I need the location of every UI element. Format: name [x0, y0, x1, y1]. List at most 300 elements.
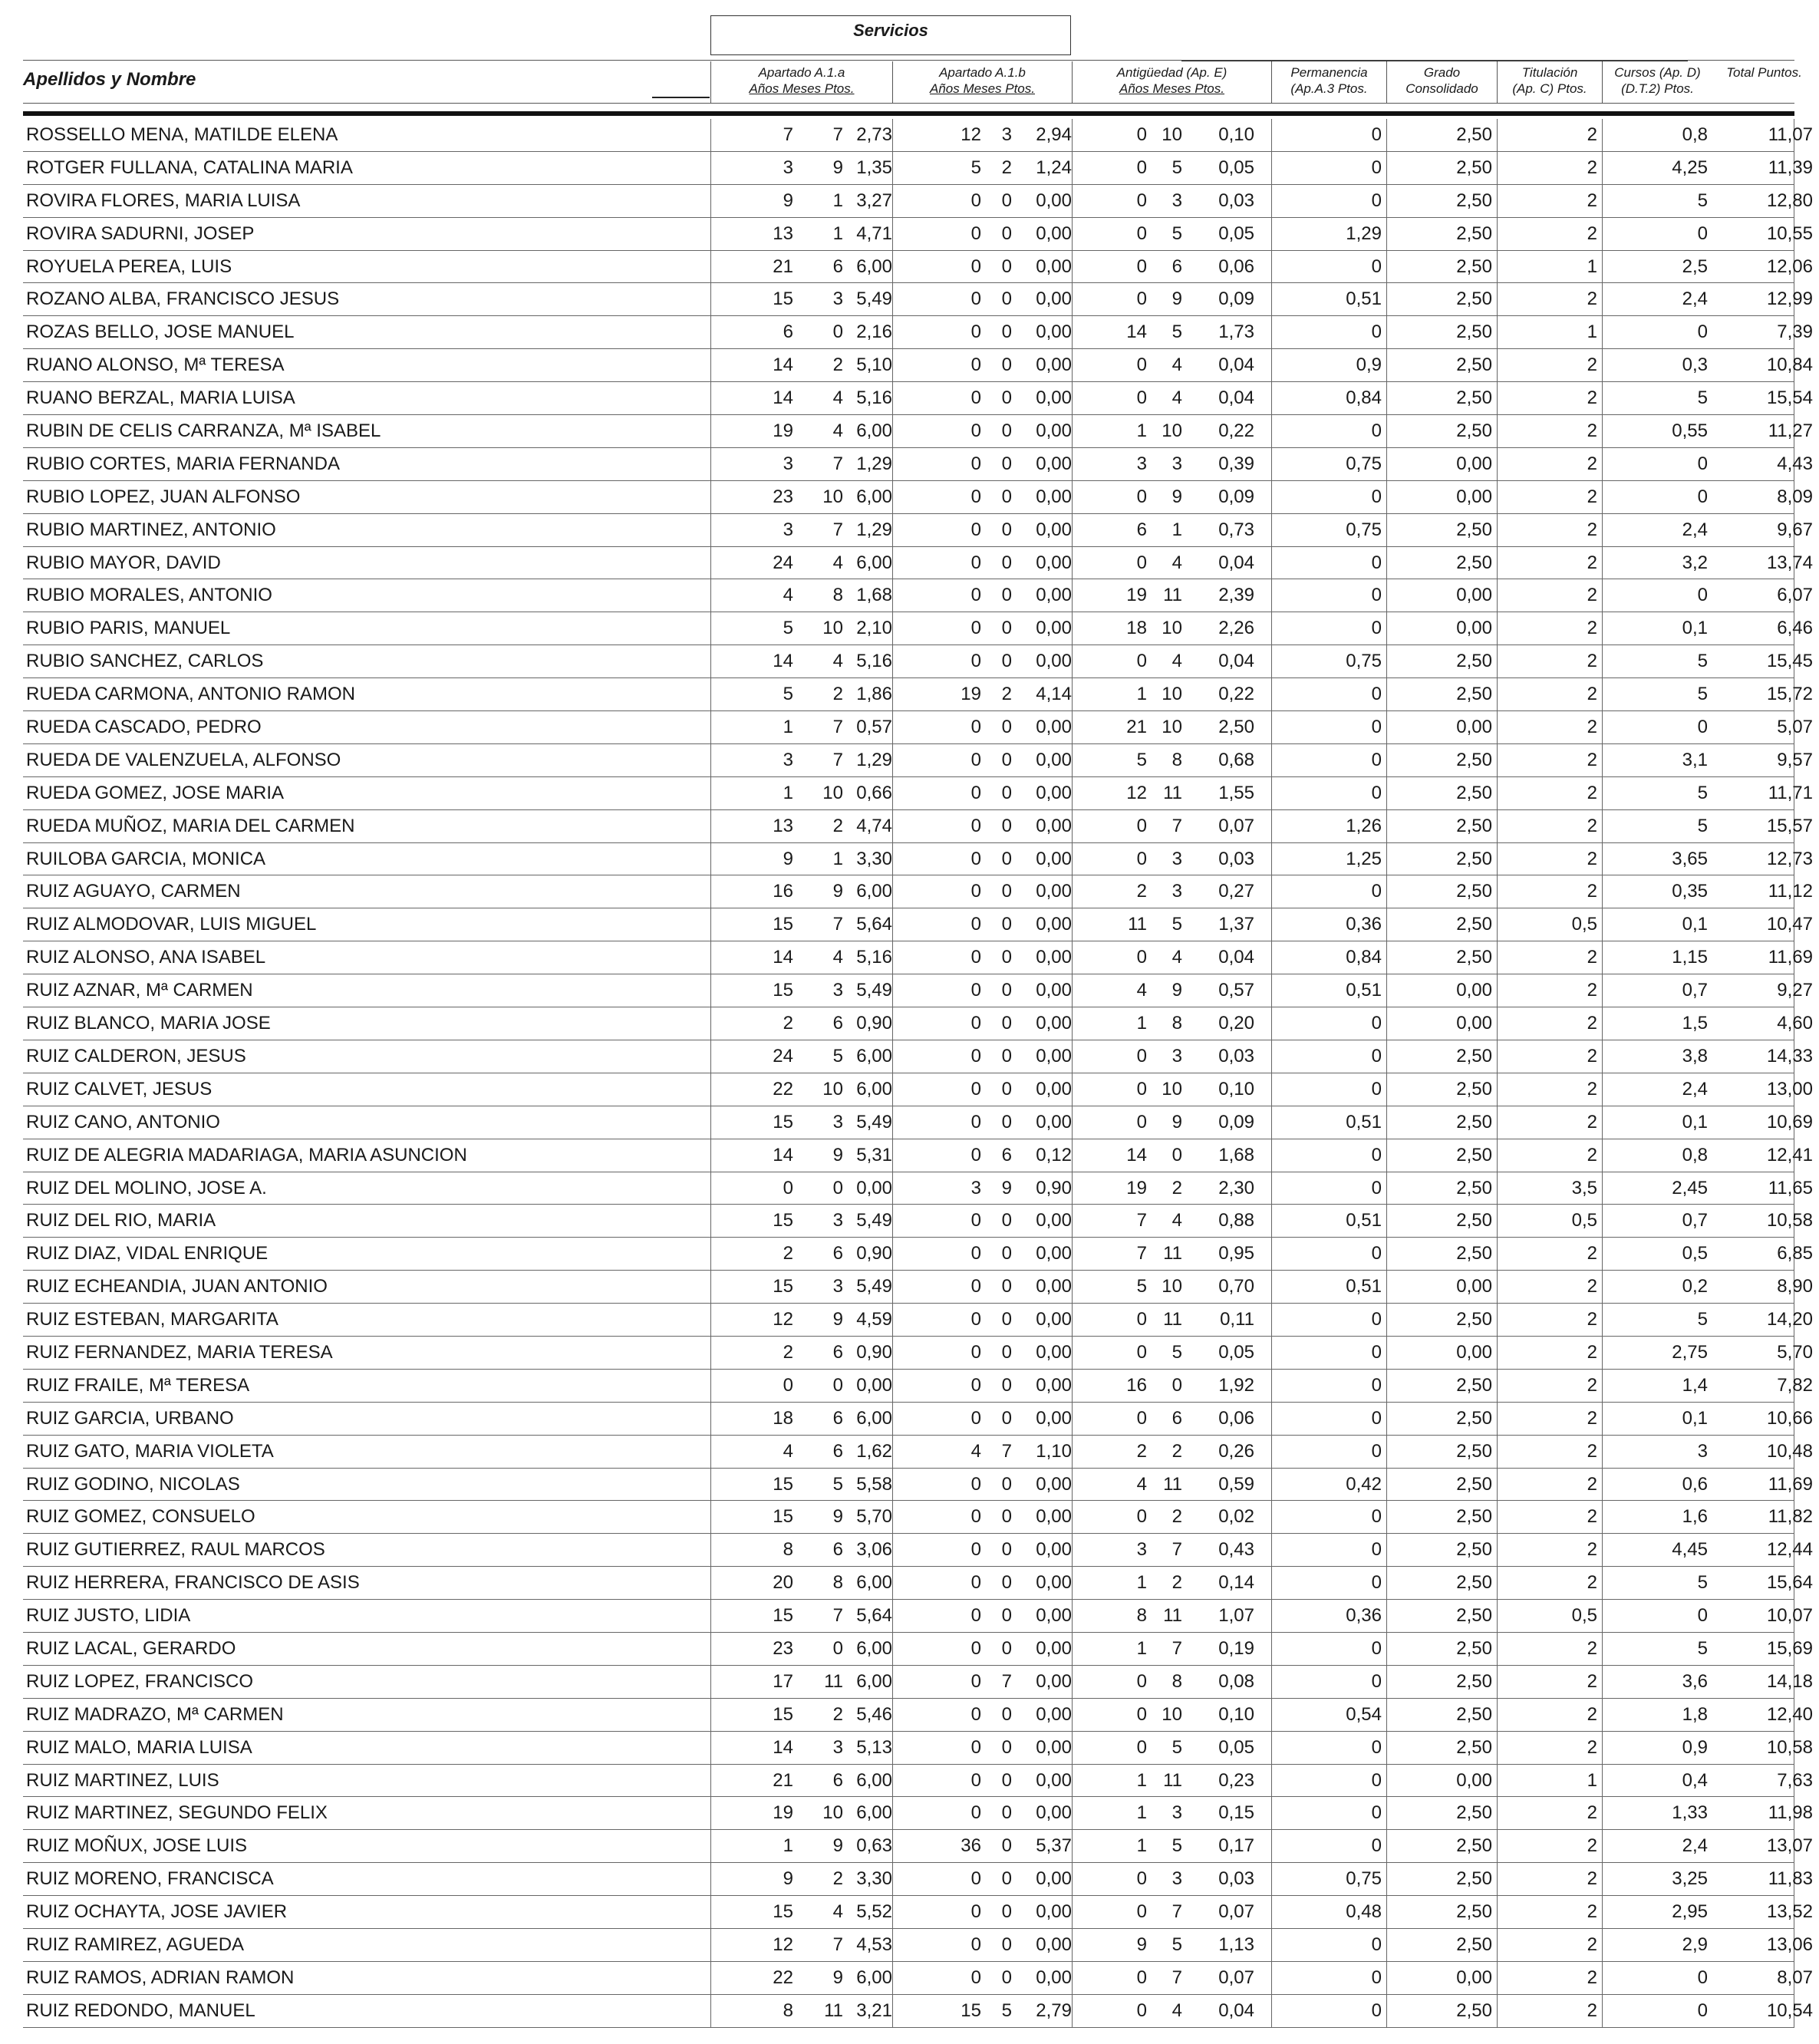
column-divider [1271, 152, 1272, 184]
cell-a1a-ptos: 0,00 [856, 1177, 892, 1198]
column-divider [1072, 119, 1073, 151]
column-divider [710, 1469, 711, 1501]
column-divider [1497, 1962, 1498, 1994]
cell-a1a-meses: 3 [832, 1736, 843, 1758]
cell-a1b-ptos: 1,24 [1036, 157, 1072, 178]
column-divider [1386, 1007, 1387, 1040]
cell-a1b-ptos: 0,00 [1036, 519, 1072, 540]
cell-a1b-ptos: 0,00 [1036, 1572, 1072, 1594]
cell-a1a-meses: 9 [832, 157, 843, 178]
table-row [23, 875, 1813, 908]
cell-ant-meses: 3 [1171, 848, 1182, 869]
cell-cursos: 0,4 [1682, 1769, 1708, 1791]
table-row [23, 448, 1813, 481]
cell-a1b-ptos: 0,00 [1036, 717, 1072, 738]
cell-a1b-ptos: 0,00 [1036, 552, 1072, 573]
col-ant-title: Antigüedad (Ap. E) [1116, 65, 1227, 80]
column-divider [1386, 711, 1387, 743]
cell-a1b-meses: 0 [1001, 881, 1012, 902]
cell-ant-ptos: 0,09 [1218, 486, 1254, 507]
cell-a1b-meses: 0 [1001, 1276, 1012, 1297]
cell-ant-anos: 1 [1136, 1013, 1147, 1034]
cell-total: 11,07 [1768, 124, 1813, 145]
row-name: RUBIO MORALES, ANTONIO [26, 585, 272, 606]
cell-ant-meses: 3 [1171, 881, 1182, 902]
cell-grado: 2,50 [1456, 1999, 1492, 2021]
cell-a1a-meses: 5 [832, 1045, 843, 1067]
col-cursos-sub: (D.T.2) Ptos. [1621, 81, 1694, 96]
cell-a1b-meses: 0 [1001, 354, 1012, 376]
column-divider [1271, 711, 1272, 743]
cell-cursos: 0,7 [1682, 980, 1708, 1001]
column-divider [1386, 1501, 1387, 1533]
cell-a1b-ptos: 0,00 [1036, 1210, 1072, 1231]
column-divider [1072, 1633, 1073, 1665]
cell-permanencia: 0 [1371, 157, 1382, 178]
cell-ant-ptos: 1,13 [1218, 1934, 1254, 1955]
cell-a1b-anos: 36 [961, 1835, 981, 1857]
cell-ant-meses: 8 [1171, 1670, 1182, 1692]
table-row [23, 349, 1813, 382]
cell-a1b-meses: 0 [1001, 651, 1012, 672]
cell-permanencia: 0,75 [1346, 519, 1382, 540]
cell-cursos: 5 [1697, 782, 1708, 803]
cell-ant-anos: 14 [1126, 1144, 1147, 1165]
cell-permanencia: 0 [1371, 1144, 1382, 1165]
column-divider [1497, 1337, 1498, 1369]
row-name: RUIZ AZNAR, Mª CARMEN [26, 980, 253, 1001]
cell-ant-meses: 10 [1162, 1078, 1182, 1099]
cell-total: 11,98 [1768, 1802, 1813, 1824]
cell-a1b-anos: 0 [970, 288, 981, 310]
column-divider [1072, 218, 1073, 250]
cell-ant-meses: 3 [1171, 1802, 1182, 1824]
cell-titulacion: 2 [1587, 749, 1597, 770]
cell-a1a-meses: 4 [832, 420, 843, 442]
cell-grado: 2,50 [1456, 256, 1492, 277]
cell-cursos: 0,1 [1682, 1407, 1708, 1429]
cell-a1a-ptos: 6,00 [856, 1078, 892, 1099]
column-divider [710, 185, 711, 217]
cell-grado: 2,50 [1456, 1078, 1492, 1099]
cell-a1b-anos: 0 [970, 585, 981, 606]
cell-total: 4,60 [1777, 1013, 1813, 1034]
column-divider [892, 1436, 893, 1468]
column-divider [1497, 1040, 1498, 1073]
cell-a1b-ptos: 5,37 [1036, 1835, 1072, 1857]
column-divider [1386, 1633, 1387, 1665]
cell-cursos: 1,5 [1682, 1013, 1708, 1034]
cell-a1a-ptos: 5,49 [856, 288, 892, 310]
column-divider [1072, 1765, 1073, 1797]
column-divider [1072, 1436, 1073, 1468]
table-row [23, 1501, 1813, 1534]
cell-a1a-anos: 15 [773, 1605, 793, 1627]
cell-a1a-anos: 9 [783, 190, 793, 211]
column-divider [1497, 908, 1498, 941]
row-name: RUBIO MARTINEZ, ANTONIO [26, 519, 276, 540]
column-divider [1072, 1403, 1073, 1435]
cell-total: 11,27 [1768, 420, 1813, 442]
cell-titulacion: 2 [1587, 288, 1597, 310]
column-divider [1072, 1534, 1073, 1566]
cell-a1a-anos: 8 [783, 1999, 793, 2021]
column-divider [1602, 251, 1603, 283]
cell-ant-anos: 0 [1136, 947, 1147, 968]
cell-a1b-ptos: 0,00 [1036, 1243, 1072, 1264]
col-grado-title: Grado [1423, 65, 1461, 80]
cell-a1a-meses: 3 [832, 980, 843, 1001]
column-divider [1386, 1469, 1387, 1501]
cell-a1b-anos: 0 [970, 1144, 981, 1165]
cell-total: 10,69 [1766, 1111, 1813, 1132]
column-divider [892, 1073, 893, 1106]
cell-a1a-anos: 24 [773, 1045, 793, 1067]
column-divider [892, 1469, 893, 1501]
column-divider [1271, 1040, 1272, 1073]
cell-titulacion: 2 [1587, 1901, 1597, 1923]
cell-total: 9,67 [1777, 519, 1813, 540]
column-divider [892, 1304, 893, 1336]
cell-a1a-anos: 5 [783, 618, 793, 639]
cell-grado: 2,50 [1456, 124, 1492, 145]
cell-total: 15,57 [1766, 815, 1813, 836]
cell-ant-anos: 1 [1136, 684, 1147, 705]
cell-a1a-anos: 17 [773, 1670, 793, 1692]
column-divider [1497, 1534, 1498, 1566]
cell-a1b-meses: 0 [1001, 552, 1012, 573]
cell-cursos: 5 [1697, 1572, 1708, 1594]
cell-cursos: 0 [1697, 1967, 1708, 1988]
cell-a1a-meses: 3 [832, 1276, 843, 1297]
cell-a1b-meses: 0 [1001, 288, 1012, 310]
table-row [23, 152, 1813, 185]
column-divider [1271, 1732, 1272, 1764]
cell-a1a-anos: 3 [783, 157, 793, 178]
column-divider [1497, 316, 1498, 348]
cell-a1a-meses: 0 [832, 1374, 843, 1396]
cell-cursos: 5 [1697, 190, 1708, 211]
column-divider [892, 645, 893, 677]
cell-ant-anos: 0 [1136, 815, 1147, 836]
column-divider [1072, 908, 1073, 941]
col-titul-title: Titulación [1521, 65, 1578, 80]
cell-grado: 2,50 [1456, 815, 1492, 836]
column-divider [1072, 1732, 1073, 1764]
cell-grado: 0,00 [1456, 1276, 1492, 1297]
column-divider [1602, 481, 1603, 513]
column-divider [1602, 1238, 1603, 1270]
cell-a1b-ptos: 0,00 [1036, 1967, 1072, 1988]
cell-a1a-ptos: 4,59 [856, 1309, 892, 1330]
cell-a1b-ptos: 0,00 [1036, 1407, 1072, 1429]
cell-a1a-anos: 1 [783, 782, 793, 803]
cell-ant-anos: 0 [1136, 124, 1147, 145]
row-name: RUIZ GUTIERREZ, RAUL MARCOS [26, 1539, 325, 1561]
column-divider [1602, 1172, 1603, 1205]
column-divider [1497, 1172, 1498, 1205]
column-divider [1271, 1896, 1272, 1928]
row-name: RUIZ ALONSO, ANA ISABEL [26, 947, 266, 968]
cell-ant-ptos: 0,03 [1218, 1868, 1254, 1890]
cell-total: 15,54 [1766, 387, 1813, 409]
column-divider [1072, 1139, 1073, 1172]
table-row [23, 1403, 1813, 1436]
cell-a1b-meses: 0 [1001, 1210, 1012, 1231]
cell-a1b-anos: 0 [970, 190, 981, 211]
cell-ant-meses: 7 [1171, 1967, 1182, 1988]
column-divider [710, 1106, 711, 1139]
column-divider [1602, 678, 1603, 710]
column-divider [1271, 744, 1272, 776]
cell-a1a-meses: 4 [832, 651, 843, 672]
table-row [23, 843, 1813, 876]
column-divider [1602, 711, 1603, 743]
cell-titulacion: 2 [1587, 1045, 1597, 1067]
column-divider [1497, 1007, 1498, 1040]
column-divider [1072, 843, 1073, 875]
cell-a1a-ptos: 5,70 [856, 1506, 892, 1528]
cell-ant-ptos: 0,04 [1218, 552, 1254, 573]
cell-ant-meses: 4 [1171, 1999, 1182, 2021]
column-divider [1271, 1501, 1272, 1533]
cell-a1b-meses: 0 [1001, 1835, 1012, 1857]
cell-titulacion: 2 [1587, 1868, 1597, 1890]
column-divider [1602, 1040, 1603, 1073]
cell-total: 12,99 [1766, 288, 1813, 310]
cell-ant-ptos: 0,04 [1218, 947, 1254, 968]
cell-a1a-ptos: 5,58 [856, 1473, 892, 1495]
cell-a1a-meses: 7 [832, 1934, 843, 1955]
table-row [23, 1073, 1813, 1106]
row-name: ROVIRA FLORES, MARIA LUISA [26, 190, 301, 211]
cell-a1a-meses: 7 [832, 914, 843, 935]
column-divider [1271, 382, 1272, 414]
column-divider [1602, 1732, 1603, 1764]
column-divider [1386, 810, 1387, 842]
column-divider [1072, 777, 1073, 809]
cell-ant-ptos: 1,92 [1218, 1374, 1254, 1396]
column-divider [1602, 1205, 1603, 1237]
cell-a1b-anos: 19 [961, 684, 981, 705]
column-divider [710, 810, 711, 842]
cell-a1a-meses: 3 [832, 288, 843, 310]
column-divider [892, 547, 893, 579]
cell-ant-ptos: 0,02 [1218, 1506, 1254, 1528]
cell-a1b-ptos: 0,00 [1036, 848, 1072, 869]
cell-a1b-anos: 0 [970, 1670, 981, 1692]
cell-total: 15,69 [1766, 1637, 1813, 1659]
cell-cursos: 0 [1697, 486, 1708, 507]
cell-grado: 2,50 [1456, 1210, 1492, 1231]
cell-a1b-ptos: 0,00 [1036, 190, 1072, 211]
cell-titulacion: 3,5 [1571, 1177, 1597, 1198]
cell-titulacion: 2 [1587, 815, 1597, 836]
column-divider [1602, 1962, 1603, 1994]
cell-permanencia: 0 [1371, 749, 1382, 770]
cell-ant-ptos: 2,30 [1218, 1177, 1254, 1198]
cell-total: 14,20 [1766, 1309, 1813, 1330]
column-divider [710, 1139, 711, 1172]
cell-total: 9,57 [1777, 749, 1813, 770]
table-row [23, 711, 1813, 744]
cell-a1b-meses: 0 [1001, 1506, 1012, 1528]
column-divider [892, 612, 893, 645]
cell-grado: 2,50 [1456, 914, 1492, 935]
row-name: RUIZ ALMODOVAR, LUIS MIGUEL [26, 914, 317, 935]
table-row [23, 1139, 1813, 1172]
cell-grado: 2,50 [1456, 1670, 1492, 1692]
cell-permanencia: 0,54 [1346, 1703, 1382, 1725]
cell-a1b-ptos: 0,00 [1036, 1506, 1072, 1528]
column-divider [1386, 1337, 1387, 1369]
cell-a1a-ptos: 0,90 [856, 1013, 892, 1034]
cell-ant-ptos: 0,04 [1218, 651, 1254, 672]
cell-a1b-anos: 0 [970, 1868, 981, 1890]
cell-ant-meses: 11 [1163, 585, 1182, 606]
cell-cursos: 2,4 [1682, 519, 1708, 540]
cell-grado: 2,50 [1456, 1802, 1492, 1824]
cell-total: 5,07 [1777, 717, 1813, 738]
cell-a1a-anos: 9 [783, 1868, 793, 1890]
cell-a1b-anos: 0 [970, 1605, 981, 1627]
cell-a1a-ptos: 0,00 [856, 1374, 892, 1396]
cell-a1b-ptos: 0,00 [1036, 782, 1072, 803]
column-divider [1271, 908, 1272, 941]
row-name: RUIZ GOMEZ, CONSUELO [26, 1506, 255, 1528]
cell-a1b-meses: 0 [1001, 1802, 1012, 1824]
cell-ant-meses: 3 [1171, 1868, 1182, 1890]
row-name: RUIZ DE ALEGRIA MADARIAGA, MARIA ASUNCION [26, 1144, 467, 1165]
cell-a1b-meses: 0 [1001, 947, 1012, 968]
cell-cursos: 0 [1697, 717, 1708, 738]
column-divider [1271, 1238, 1272, 1270]
cell-titulacion: 2 [1587, 1407, 1597, 1429]
column-divider [1497, 1304, 1498, 1336]
cell-ant-anos: 16 [1126, 1374, 1147, 1396]
row-name: RUIZ CALVET, JESUS [26, 1078, 213, 1099]
column-divider [892, 1205, 893, 1237]
cell-total: 6,07 [1777, 585, 1813, 606]
cell-ant-anos: 0 [1136, 1407, 1147, 1429]
cell-ant-anos: 0 [1136, 256, 1147, 277]
column-divider [1072, 382, 1073, 414]
cell-a1a-ptos: 0,63 [856, 1835, 892, 1857]
cell-a1a-meses: 1 [832, 190, 843, 211]
column-divider [1271, 1830, 1272, 1862]
cell-permanencia: 0,42 [1346, 1473, 1382, 1495]
column-divider [1072, 711, 1073, 743]
column-divider [892, 1534, 893, 1566]
cell-grado: 2,50 [1456, 1637, 1492, 1659]
column-divider [1386, 1040, 1387, 1073]
row-name: ROZANO ALBA, FRANCISCO JESUS [26, 288, 340, 310]
cell-a1a-ptos: 5,46 [856, 1703, 892, 1725]
cell-grado: 2,50 [1456, 190, 1492, 211]
cell-a1a-meses: 7 [832, 717, 843, 738]
cell-ant-anos: 5 [1136, 1276, 1147, 1297]
cell-ant-anos: 19 [1126, 585, 1147, 606]
cell-ant-ptos: 0,59 [1218, 1473, 1254, 1495]
column-divider [1497, 152, 1498, 184]
cell-a1b-anos: 0 [970, 1045, 981, 1067]
column-divider [1271, 810, 1272, 842]
cell-a1a-anos: 2 [783, 1341, 793, 1363]
cell-a1b-anos: 0 [970, 552, 981, 573]
cell-a1a-anos: 1 [783, 717, 793, 738]
cell-a1b-ptos: 0,00 [1036, 1045, 1072, 1067]
cell-a1a-meses: 10 [822, 1078, 843, 1099]
column-divider [710, 843, 711, 875]
column-divider [1072, 283, 1073, 315]
column-divider [1497, 251, 1498, 283]
column-divider [1386, 678, 1387, 710]
cell-ant-meses: 5 [1171, 1934, 1182, 1955]
column-divider [1602, 1139, 1603, 1172]
cell-ant-meses: 0 [1171, 1374, 1182, 1396]
column-divider [1271, 514, 1272, 546]
cell-ant-ptos: 0,20 [1218, 1013, 1254, 1034]
cell-grado: 2,50 [1456, 1868, 1492, 1890]
cell-a1b-anos: 0 [970, 651, 981, 672]
cell-total: 6,46 [1777, 618, 1813, 639]
col-total-title: Total Puntos. [1726, 65, 1802, 80]
cell-a1b-anos: 0 [970, 387, 981, 409]
cell-ant-ptos: 0,15 [1218, 1802, 1254, 1824]
cell-a1a-ptos: 1,62 [856, 1440, 892, 1462]
cell-a1a-ptos: 6,00 [856, 881, 892, 902]
cell-ant-ptos: 0,07 [1218, 1901, 1254, 1923]
cell-a1b-meses: 0 [1001, 749, 1012, 770]
column-divider [710, 1172, 711, 1205]
cell-a1a-meses: 9 [832, 881, 843, 902]
cell-a1b-meses: 0 [1001, 486, 1012, 507]
column-divider [1602, 645, 1603, 677]
column-divider [710, 349, 711, 381]
cell-titulacion: 2 [1587, 552, 1597, 573]
cell-a1b-ptos: 0,00 [1036, 1703, 1072, 1725]
cell-a1a-anos: 14 [773, 387, 793, 409]
column-divider [1386, 941, 1387, 974]
cell-a1a-anos: 0 [783, 1177, 793, 1198]
row-name: ROSSELLO MENA, MATILDE ELENA [26, 124, 338, 145]
cell-ant-anos: 4 [1136, 1473, 1147, 1495]
cell-grado: 2,50 [1456, 1703, 1492, 1725]
column-divider [1386, 875, 1387, 908]
cell-a1a-meses: 9 [832, 1506, 843, 1528]
col-a1a-header [710, 61, 892, 103]
cell-a1b-ptos: 2,79 [1036, 1999, 1072, 2021]
cell-grado: 2,50 [1456, 1374, 1492, 1396]
cell-grado: 2,50 [1456, 881, 1492, 902]
column-divider [1072, 1271, 1073, 1303]
row-name: RUIZ CALDERON, JESUS [26, 1045, 246, 1067]
cell-grado: 2,50 [1456, 1045, 1492, 1067]
cell-total: 10,84 [1766, 354, 1813, 376]
cell-a1b-meses: 7 [1001, 1670, 1012, 1692]
column-divider [1602, 119, 1603, 151]
cell-a1a-anos: 3 [783, 453, 793, 474]
column-divider [1497, 1600, 1498, 1632]
table-row [23, 251, 1813, 284]
cell-a1b-anos: 0 [970, 947, 981, 968]
cell-ant-anos: 0 [1136, 157, 1147, 178]
column-divider [1386, 185, 1387, 217]
cell-cursos: 2,45 [1672, 1177, 1708, 1198]
table-row [23, 1106, 1813, 1139]
column-divider [710, 1633, 711, 1665]
column-divider [1386, 251, 1387, 283]
